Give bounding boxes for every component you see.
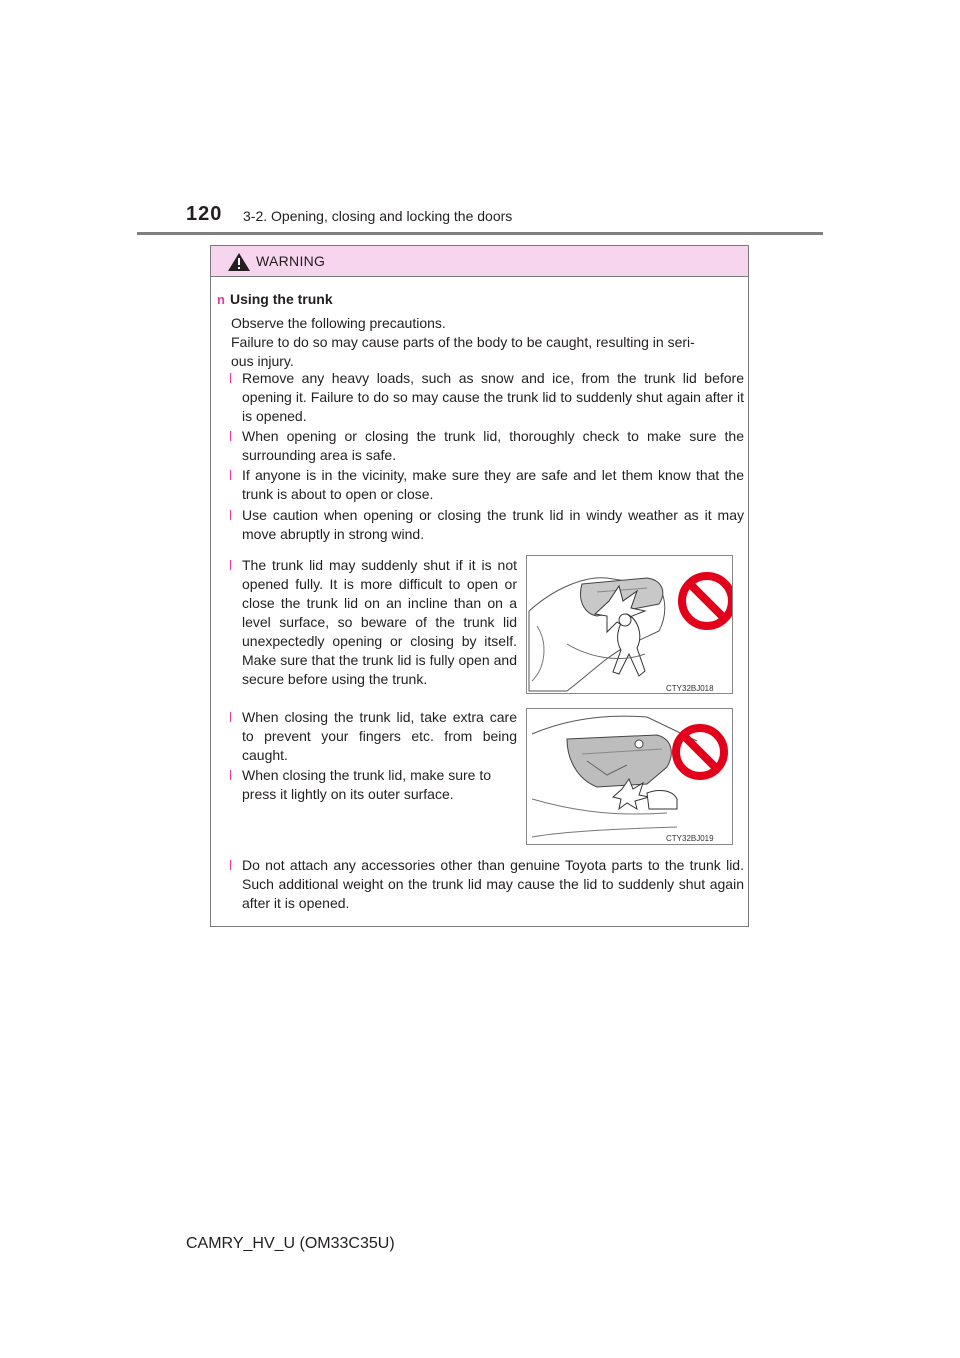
warning-triangle-icon bbox=[227, 252, 251, 272]
warning-item bbox=[229, 506, 744, 544]
footer-model: CAMRY_HV_U (OM33C35U) bbox=[186, 1235, 395, 1252]
car-trunk-hand-drawing bbox=[527, 709, 733, 845]
warning-intro bbox=[231, 314, 746, 371]
warning-header bbox=[211, 246, 748, 277]
page-number: 120 bbox=[186, 203, 223, 225]
warning-title: WARNING bbox=[256, 253, 326, 269]
header-rule bbox=[137, 232, 823, 235]
warning-item-text: Remove any heavy loads, such as snow and ice, from the trunk lid before opening it. Failure to do so may cause the trunk lid to suddenly shut again after it is opened. bbox=[242, 370, 744, 424]
warning-item-text: If anyone is in the vicinity, make sure they are safe and let them know that the trunk is about to open or close. bbox=[242, 467, 744, 502]
warning-item-text: The trunk lid may suddenly shut if it is not opened fully. It is more difficult to open or close the trunk lid on an incline than on a level surface, so beware of the trunk lid unexpectedly opening or closing by itself. Make sure that the trunk lid is fully open and secure before using the trunk. bbox=[242, 557, 517, 687]
illustration-code: CTY32BJ019 bbox=[666, 834, 714, 843]
intro-line-1: Observe the following precautions. bbox=[231, 315, 446, 331]
warning-heading-row bbox=[217, 290, 333, 309]
trunk-lid-shut-illustration bbox=[526, 555, 733, 694]
car-trunk-person-drawing bbox=[527, 556, 733, 694]
warning-item bbox=[229, 556, 517, 689]
warning-item-text: When closing the trunk lid, make sure to press it lightly on its outer surface. bbox=[242, 767, 492, 802]
warning-item bbox=[229, 856, 744, 913]
warning-item-text: When closing the trunk lid, take extra care to prevent your fingers etc. from being caught. bbox=[242, 709, 517, 763]
bullet-icon: l bbox=[229, 557, 233, 573]
bullet-icon: l bbox=[229, 507, 233, 523]
section-title: 3-2. Opening, closing and locking the doors bbox=[243, 208, 513, 224]
warning-item bbox=[229, 708, 517, 765]
warning-item-text: When opening or closing the trunk lid, thoroughly check to make sure the surrounding area is safe. bbox=[242, 428, 744, 463]
bullet-icon: l bbox=[229, 428, 233, 444]
warning-item bbox=[229, 466, 744, 504]
intro-line-3: ous injury. bbox=[231, 353, 294, 369]
warning-item-text: Use caution when opening or closing the trunk lid in windy weather as it may move abruptly in strong wind. bbox=[242, 507, 744, 542]
warning-item bbox=[229, 427, 744, 465]
warning-box bbox=[210, 245, 749, 927]
warning-heading: Using the trunk bbox=[229, 291, 333, 307]
bullet-icon: l bbox=[229, 709, 233, 725]
bullet-icon: l bbox=[229, 767, 233, 783]
warning-item bbox=[229, 766, 517, 804]
bullet-icon: l bbox=[229, 857, 233, 873]
intro-line-2: Failure to do so may cause parts of the body to be caught, resulting in seri- bbox=[231, 334, 695, 350]
warning-item-text: Do not attach any accessories other than genuine Toyota parts to the trunk lid. Such additional weight on the trunk lid may cause the lid to suddenly shut again after it is opened. bbox=[242, 857, 744, 911]
bullet-icon: l bbox=[229, 467, 233, 483]
illustration-code: CTY32BJ018 bbox=[666, 684, 714, 693]
trunk-lid-fingers-illustration bbox=[526, 708, 733, 845]
warning-item bbox=[229, 369, 744, 426]
square-bullet-icon: n bbox=[217, 292, 225, 307]
bullet-icon: l bbox=[229, 370, 233, 386]
